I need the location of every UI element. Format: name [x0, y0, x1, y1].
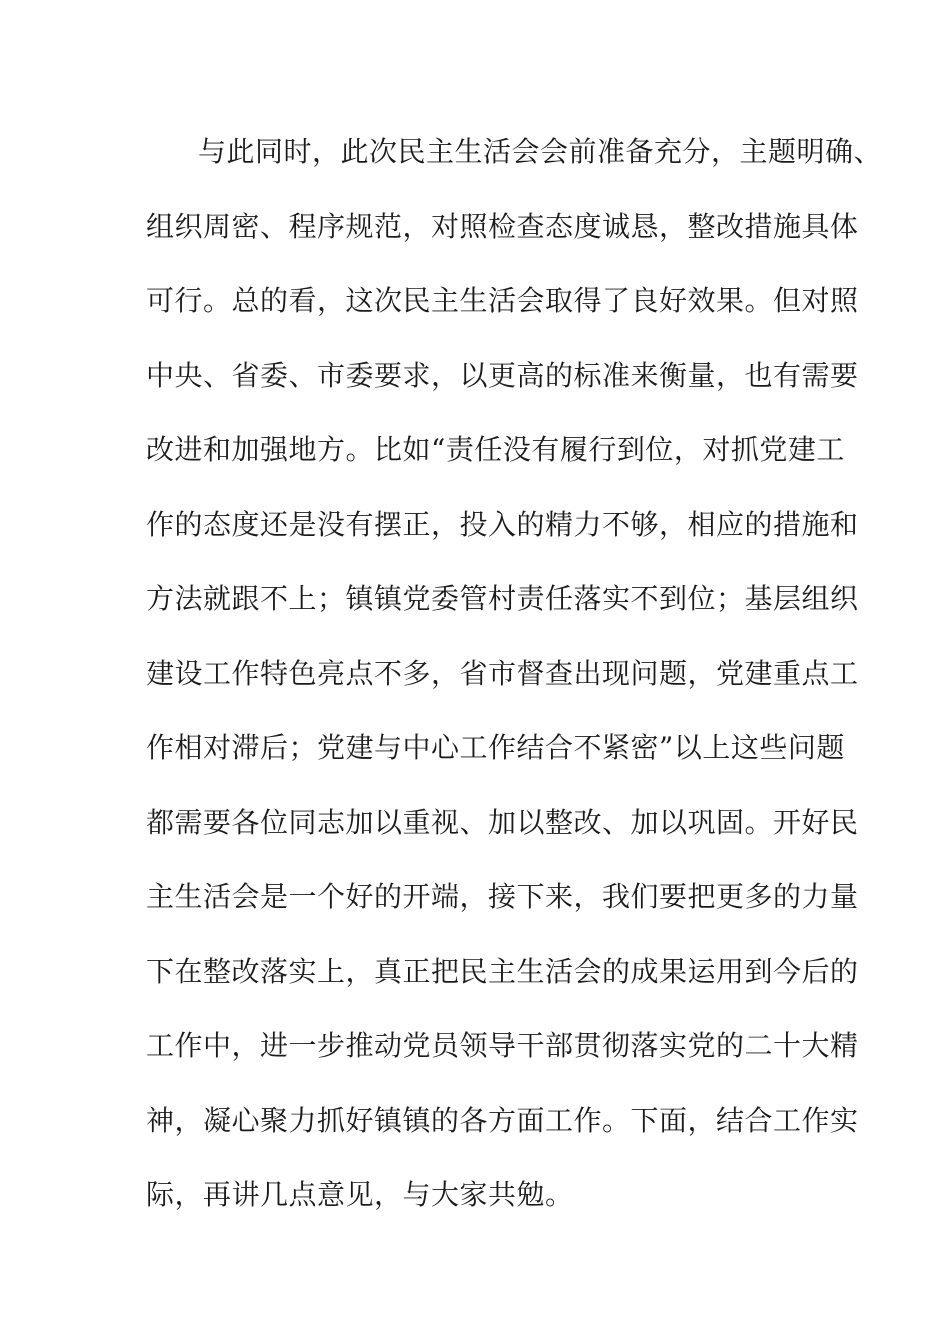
paragraph-line: 组织周密、程序规范，对照检查态度诚恳，整改措施具体	[146, 209, 859, 243]
paragraph-line: 与此同时，此次民主生活会会前准备充分，主题明确、	[198, 135, 883, 168]
paragraph-line: 神，凝心聚力抓好镇镇的各方面工作。下面，结合工作实	[146, 1103, 859, 1137]
paragraph-line: 主生活会是一个好的开端，接下来，我们要把更多的力量	[146, 880, 859, 913]
paragraph-line: 工作中，进一步推动党员领导干部贯彻落实党的二十大精	[146, 1029, 859, 1062]
paragraph-line: 作的态度还是没有摆正，投入的精力不够，相应的措施和	[146, 507, 859, 541]
paragraph-line: 改进和加强地方。比如“责任没有履行到位，对抓党建工	[146, 433, 845, 466]
paragraph-line: 际，再讲几点意见，与大家共勉。	[146, 1178, 574, 1211]
paragraph-line: 方法就跟不上；镇镇党委管村责任落实不到位；基层组织	[146, 582, 859, 615]
body-paragraph	[146, 128, 883, 1246]
paragraph-line: 建设工作特色亮点不多，省市督查出现问题，党建重点工	[146, 656, 859, 690]
paragraph-line: 下在整改落实上，真正把民主生活会的成果运用到今后的	[146, 954, 859, 988]
paragraph-line: 中央、省委、市委要求，以更高的标准来衡量，也有需要	[146, 358, 859, 392]
paragraph-line: 作相对滞后；党建与中心工作结合不紧密”以上这些问题	[146, 731, 845, 764]
paragraph-line: 都需要各位同志加以重视、加以整改、加以巩固。开好民	[146, 805, 859, 839]
paragraph-line: 可行。总的看，这次民主生活会取得了良好效果。但对照	[146, 284, 859, 317]
